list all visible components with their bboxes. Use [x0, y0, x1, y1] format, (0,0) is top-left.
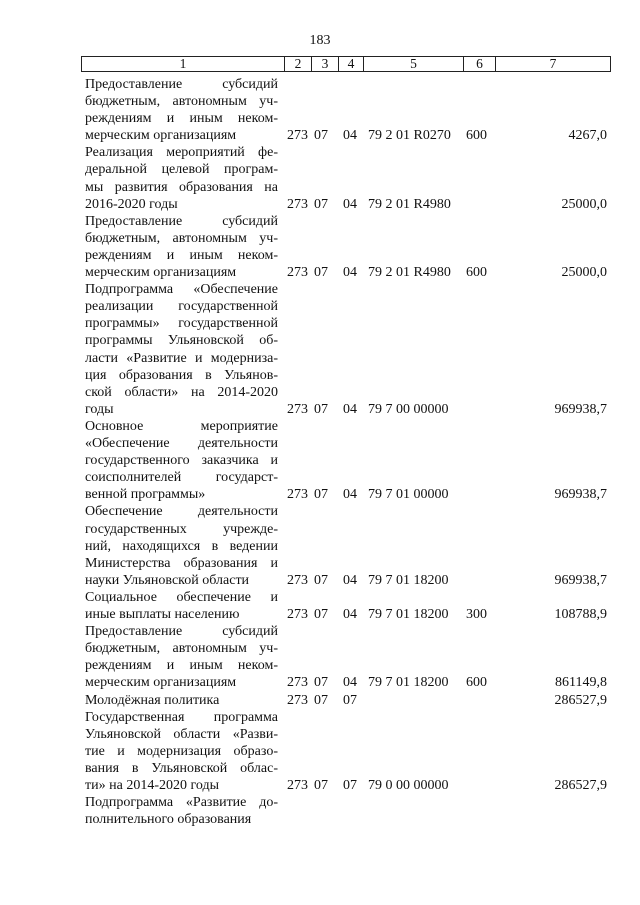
description-line: реждениям и иным неком- — [85, 111, 278, 127]
amount: 4267,0 — [568, 128, 607, 144]
table-row — [0, 144, 640, 212]
section-code: 07 — [314, 572, 328, 588]
description-line: иные выплаты населению — [85, 607, 240, 623]
admin-code: 273 — [287, 692, 308, 708]
expense-type: 300 — [466, 607, 487, 623]
table-row — [0, 418, 640, 504]
description-line: Обеспечение деятельности — [85, 504, 278, 520]
target-article: 79 7 01 18200 — [368, 675, 449, 691]
section-code: 07 — [314, 265, 328, 281]
row-description — [85, 213, 278, 281]
row-description — [85, 623, 278, 691]
row-description — [85, 692, 278, 709]
admin-code: 273 — [287, 128, 308, 144]
description-line: ской области» на 2014-2020 — [85, 384, 278, 400]
admin-code: 273 — [287, 572, 308, 588]
description-line: бюджетным, автономным уч- — [85, 94, 278, 110]
target-article: 79 7 01 18200 — [368, 572, 449, 588]
description-line: ний, находящихся в ведении — [85, 538, 278, 554]
table-header — [81, 56, 611, 72]
description-line: вания в Ульяновской облас- — [85, 760, 278, 776]
description-line: Молодёжная политика — [85, 692, 220, 708]
row-description — [85, 709, 278, 794]
description-line: Социальное обеспечение и — [85, 589, 278, 605]
description-line: Основное мероприятие — [85, 418, 278, 434]
row-description — [85, 794, 278, 828]
description-line: реждениям и иным неком- — [85, 658, 278, 674]
section-code: 07 — [314, 196, 328, 212]
description-line: реждениям и иным неком- — [85, 247, 278, 263]
target-article: 79 7 01 00000 — [368, 487, 449, 503]
description-line: мерческим организациям — [85, 265, 237, 281]
subsection-code: 04 — [343, 128, 357, 144]
section-code: 07 — [314, 401, 328, 417]
table-row — [0, 76, 640, 144]
description-line: годы — [85, 401, 114, 417]
table-body — [0, 76, 640, 828]
table-row — [0, 589, 640, 623]
amount: 969938,7 — [554, 401, 607, 417]
amount: 25000,0 — [561, 196, 607, 212]
header-col-2: 2 — [285, 57, 312, 71]
table-row — [0, 692, 640, 709]
subsection-code: 04 — [343, 265, 357, 281]
target-article: 79 2 01 R0270 — [368, 128, 451, 144]
description-line: тие и модернизация образо- — [85, 743, 278, 759]
subsection-code: 04 — [343, 607, 357, 623]
row-description — [85, 76, 278, 144]
amount: 969938,7 — [554, 572, 607, 588]
header-col-4: 4 — [339, 57, 364, 71]
row-description — [85, 503, 278, 588]
description-line: Подпрограмма «Развитие до- — [85, 795, 278, 811]
description-line: «Обеспечение деятельности — [85, 436, 278, 452]
admin-code: 273 — [287, 607, 308, 623]
admin-code: 273 — [287, 265, 308, 281]
target-article: 79 2 01 R4980 — [368, 196, 451, 212]
amount: 969938,7 — [554, 487, 607, 503]
row-description — [85, 418, 278, 503]
admin-code: 273 — [287, 487, 308, 503]
description-line: Предоставление субсидий — [85, 213, 278, 229]
header-col-6: 6 — [464, 57, 496, 71]
description-line: науки Ульяновской области — [85, 572, 250, 588]
description-line: 2016-2020 годы — [85, 196, 178, 212]
description-line: Предоставление субсидий — [85, 624, 278, 640]
description-line: ти» на 2014-2020 годы — [85, 778, 219, 794]
subsection-code: 04 — [343, 487, 357, 503]
row-description — [85, 589, 278, 623]
row-description — [85, 281, 278, 418]
subsection-code: 07 — [343, 692, 357, 708]
section-code: 07 — [314, 675, 328, 691]
section-code: 07 — [314, 778, 328, 794]
expense-type: 600 — [466, 265, 487, 281]
description-line: Ульяновской области «Разви- — [85, 726, 278, 742]
description-line: мерческим организациям — [85, 128, 237, 144]
section-code: 07 — [314, 607, 328, 623]
section-code: 07 — [314, 128, 328, 144]
description-line: государственных учрежде- — [85, 521, 278, 537]
table-row — [0, 213, 640, 281]
subsection-code: 04 — [343, 675, 357, 691]
amount: 286527,9 — [554, 692, 607, 708]
description-line: Реализация мероприятий фе- — [85, 145, 278, 161]
expense-type: 600 — [466, 128, 487, 144]
admin-code: 273 — [287, 196, 308, 212]
description-line: Министерства образования и — [85, 555, 278, 571]
description-line: бюджетным, автономным уч- — [85, 641, 278, 657]
description-line: ция образования в Ульянов- — [85, 367, 278, 383]
subsection-code: 04 — [343, 401, 357, 417]
description-line: мерческим организациям — [85, 675, 237, 691]
header-col-5: 5 — [364, 57, 464, 71]
target-article: 79 2 01 R4980 — [368, 265, 451, 281]
description-line: Государственная программа — [85, 709, 278, 725]
amount: 861149,8 — [555, 675, 607, 691]
description-line: мы развития образования на — [85, 179, 278, 195]
target-article: 79 0 00 00000 — [368, 778, 449, 794]
admin-code: 273 — [287, 778, 308, 794]
description-line: бюджетным, автономным уч- — [85, 230, 278, 246]
admin-code: 273 — [287, 401, 308, 417]
description-line: реализации государственной — [85, 299, 278, 315]
description-line: ласти «Развитие и модерниза- — [85, 350, 278, 366]
subsection-code: 04 — [343, 196, 357, 212]
description-line: Предоставление субсидий — [85, 77, 278, 92]
row-description — [85, 144, 278, 212]
subsection-code: 07 — [343, 778, 357, 794]
amount: 108788,9 — [554, 607, 607, 623]
header-col-7: 7 — [549, 56, 557, 71]
description-line: соисполнителей государст- — [85, 470, 278, 486]
target-article: 79 7 01 18200 — [368, 607, 449, 623]
description-line: деральной целевой програм- — [85, 162, 278, 178]
header-col-3: 3 — [312, 57, 339, 71]
page-number: 183 — [309, 33, 331, 48]
table-row — [0, 794, 640, 828]
description-line: программы» государственной — [85, 316, 278, 332]
description-line: государственного заказчика и — [85, 453, 278, 469]
description-line: Подпрограмма «Обеспечение — [85, 282, 278, 298]
subsection-code: 04 — [343, 572, 357, 588]
table-row — [0, 503, 640, 589]
section-code: 07 — [314, 692, 328, 708]
description-line: программы Ульяновской об- — [85, 333, 278, 349]
amount: 286527,9 — [554, 778, 607, 794]
expense-type: 600 — [466, 675, 487, 691]
description-line: венной программы» — [85, 487, 206, 503]
table-row — [0, 623, 640, 691]
admin-code: 273 — [287, 675, 308, 691]
header-col-1: 1 — [82, 57, 285, 71]
description-line: полнительного образования — [85, 812, 252, 828]
table-row — [0, 709, 640, 795]
table-row — [0, 281, 640, 418]
target-article: 79 7 00 00000 — [368, 401, 449, 417]
section-code: 07 — [314, 487, 328, 503]
amount: 25000,0 — [561, 265, 607, 281]
